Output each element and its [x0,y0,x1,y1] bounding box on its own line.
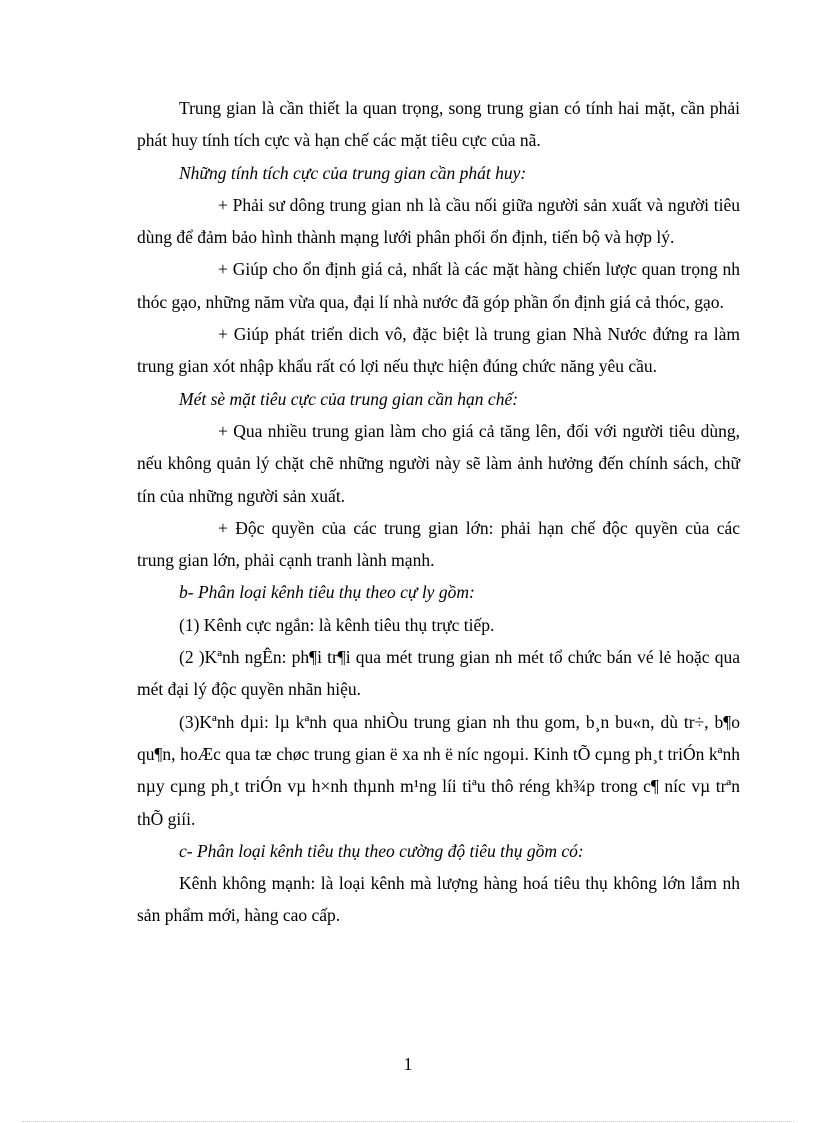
paragraph-negative-2: + Độc quyền của các trung gian lớn: phải hạn chế độc quyền của các trung gian lớn, phải cạnh tranh lành mạnh. [137,517,740,571]
paragraph-channel-long: (3)Kªnh dµi: lµ kªnh qua nhiÒu trung gian nh thu gom, b¸n bu«n, dù tr÷, b¶o qu¶n, hoÆc qua tæ chøc trung gian ë xa nh ë níc ngoµi. Kinh tÕ cµng ph¸t triÓn kªnh nµy cµng ph¸t triÓn vµ h×nh thµnh m¹ng líi tiªu thô réng kh¾p trong c¶ níc vµ trªn thÕ giíi. [137,711,740,829]
heading-channel-by-distance: b- Phân loại kênh tiêu thụ theo cự ly gồm: [179,582,475,603]
paragraph-intro: Trung gian là cần thiết la quan trọng, song trung gian có tính hai mặt, cần phải phát huy tính tích cực và hạn chế các mặt tiêu cực của nã. [137,98,740,151]
heading-channel-by-intensity: c- Phân loại kênh tiêu thụ theo cường độ tiêu thụ gồm có: [179,840,584,861]
paragraph-positive-2: + Giúp cho ổn định giá cả, nhất là các mặt hàng chiến lược quan trọng nh thóc gạo, những năm vừa qua, đại lí nhà nước đã góp phần ổn định giá cả thóc, gạo. [137,259,740,312]
page-bottom-divider [22,1121,794,1122]
paragraph-channel-very-short: (1) Kênh cực ngắn: là kênh tiêu thụ trực tiếp. [179,614,495,635]
document-body [137,92,740,932]
paragraph-channel-weak: Kênh không mạnh: là loại kênh mà lượng hàng hoá tiêu thụ không lớn lắm nh sản phẩm mới, hàng cao cấp. [137,873,740,926]
heading-positive-aspects: Những tính tích cực của trung gian cần phát huy: [179,162,527,183]
heading-negative-aspects: Mét sè mặt tiêu cực của trung gian cần hạn chế: [179,388,519,409]
paragraph-positive-1: + Phải sư dông trung gian nh là cầu nối giữa người sản xuất và người tiêu dùng để đảm bảo hình thành mạng lưới phân phối ổn định, tiến bộ và hợp lý. [137,194,740,248]
page-number: 1 [403,1054,413,1074]
paragraph-positive-3: + Giúp phát triển dich vô, đặc biệt là trung gian Nhà Nước đứng ra làm trung gian xót nhập khẩu rất có lợi nếu thực hiện đúng chức năng yêu cầu. [137,324,740,377]
paragraph-negative-1: + Qua nhiều trung gian làm cho giá cả tăng lên, đối với người tiêu dùng, nếu không quản lý chặt chẽ những người này sẽ làm ảnh hưởng đến chính sách, chữ tín của những người sản xuất. [137,420,740,506]
paragraph-channel-short: (2 )Kªnh ngÊn: ph¶i tr¶i qua mét trung gian nh mét tổ chức bán vé lẻ hoặc qua mét đại lý độc quyền nhãn hiệu. [137,647,740,700]
